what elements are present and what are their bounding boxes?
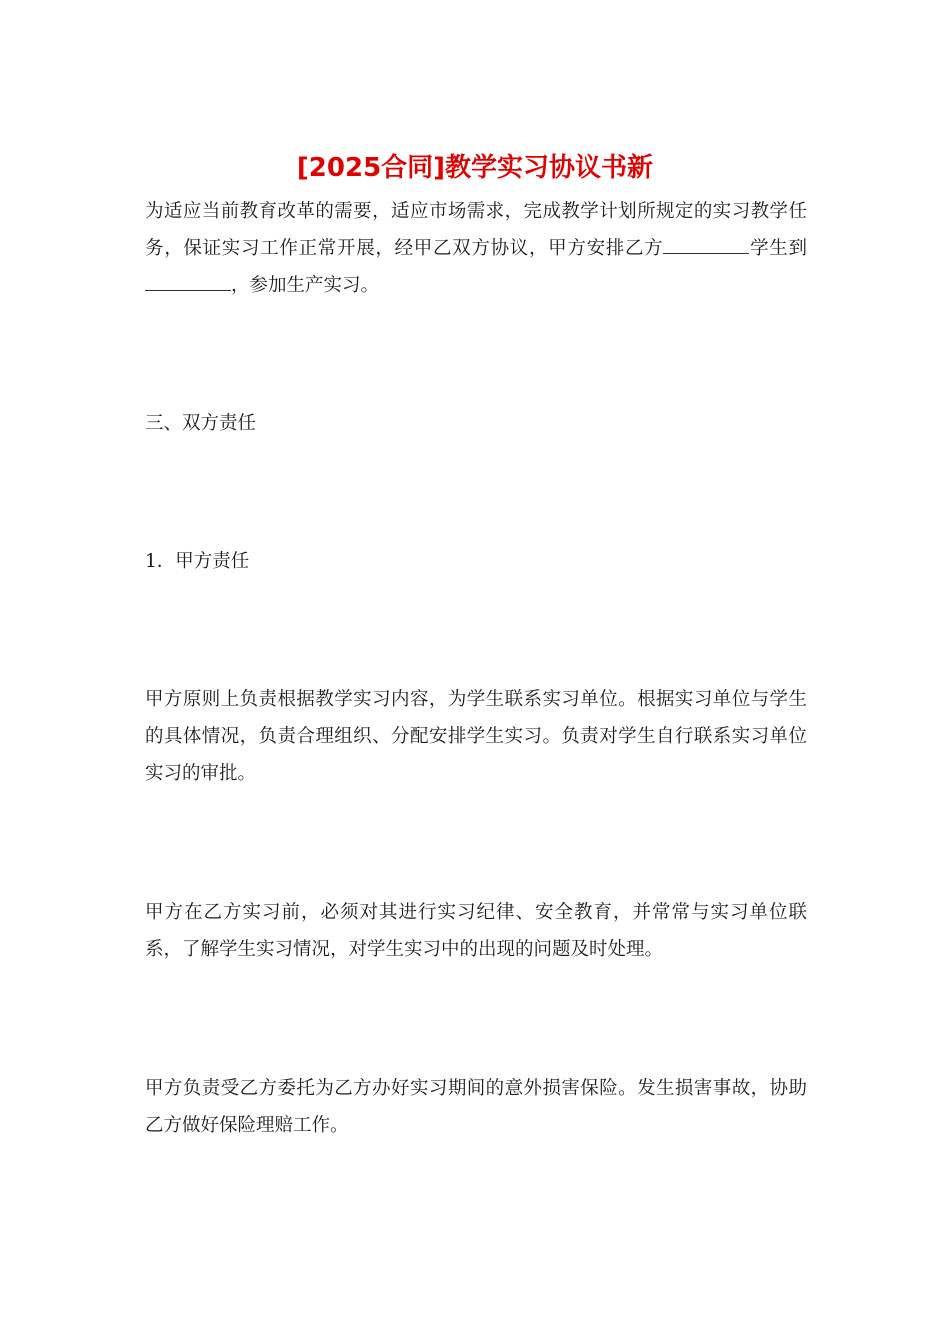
- intro-text-part2: 学生到: [749, 238, 807, 259]
- body-paragraph: 甲方在乙方实习前，必须对其进行实习纪律、安全教育，并常常与实习单位联系，了解学生实习情况，对学生实习中的出现的问题及时处理。: [145, 902, 807, 960]
- intro-paragraph: [145, 193, 807, 304]
- intro-text-part1: 为适应当前教育改革的需要，适应市场需求，完成教学计划所规定的实习教学任务，保证实习工作正常开展，经甲乙双方协议，甲方安排乙方: [145, 201, 807, 259]
- body-paragraph: 甲方负责受乙方委托为乙方办好实习期间的意外损害保险。发生损害事故，协助乙方做好保险理赔工作。: [145, 1078, 807, 1136]
- subsection-heading: 1．甲方责任: [145, 551, 250, 572]
- blank-field-location: [145, 272, 231, 291]
- blank-field-class: [663, 235, 749, 254]
- body-paragraph: 甲方原则上负责根据教学实习内容，为学生联系实习单位。根据实习单位与学生的具体情况，负责合理组织、分配安排学生实习。负责对学生自行联系实习单位实习的审批。: [145, 689, 807, 784]
- intro-text-part3: ，参加生产实习。: [231, 275, 380, 296]
- document-title: [2025合同]教学实习协议书新: [296, 153, 654, 183]
- section-heading: 三、双方责任: [145, 413, 257, 434]
